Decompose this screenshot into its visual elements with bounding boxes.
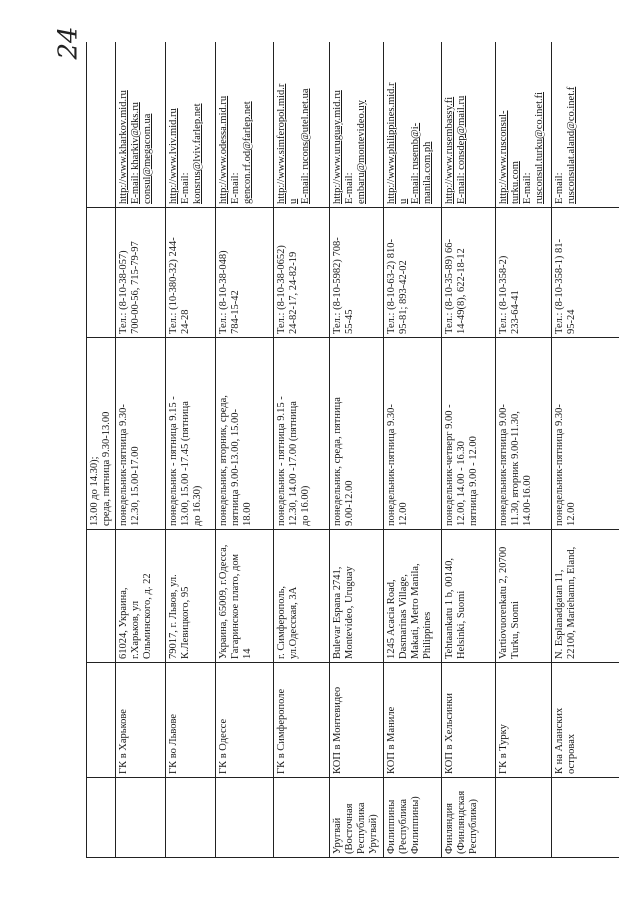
cell-web-contacts bbox=[216, 42, 274, 208]
cell-phone bbox=[330, 208, 384, 338]
country-line: Филиппины bbox=[386, 799, 397, 854]
cell-office bbox=[384, 663, 442, 778]
page-number: 24 bbox=[53, 26, 84, 60]
hours-line: понедельник-четверг 9.00 - bbox=[444, 404, 455, 526]
address-line: 61024, Украина, bbox=[118, 587, 129, 659]
cell-office bbox=[496, 663, 552, 778]
address-line: Tehtaankatu 1 b, 00140, bbox=[444, 557, 455, 659]
phone-line: 24-28 bbox=[180, 309, 191, 334]
contact-link[interactable]: u bbox=[288, 198, 299, 204]
hours-line: пятница 9.00-13.00, 15.00- bbox=[230, 408, 241, 526]
hours-line: до 16.30) bbox=[192, 485, 203, 526]
cell-country bbox=[116, 778, 166, 858]
consulates-table bbox=[86, 42, 619, 858]
cell-web-contacts bbox=[87, 42, 116, 208]
contact-link[interactable]: http://www.rusconsul- bbox=[498, 110, 509, 204]
contact-link[interactable]: konsrus@lviv.farlep.net bbox=[192, 103, 203, 204]
cell-phone bbox=[384, 208, 442, 338]
cell-web-contacts bbox=[166, 42, 216, 208]
cell-hours bbox=[330, 338, 384, 530]
cell-phone bbox=[552, 208, 620, 338]
phone-line: 95-24 bbox=[566, 309, 577, 334]
table-row bbox=[384, 42, 442, 858]
contact-label: E-mail: bbox=[554, 172, 565, 204]
hours-line: 11.30, вторник 9.00-11.30, bbox=[510, 411, 521, 526]
phone-line: Тел.: (8-10-63-2) 810- bbox=[386, 239, 397, 334]
cell-hours bbox=[552, 338, 620, 530]
table-row bbox=[87, 42, 116, 858]
cell-web-contacts bbox=[384, 42, 442, 208]
hours-line: среда, пятница 9.30-13.00 bbox=[101, 411, 112, 526]
cell-web-contacts bbox=[442, 42, 496, 208]
address-line: 79017, г. Львов, ул. bbox=[168, 574, 179, 659]
office-line: ГК в Симферополе bbox=[276, 688, 287, 774]
cell-office bbox=[552, 663, 620, 778]
cell-phone bbox=[166, 208, 216, 338]
office-line: КОП в Хельсинки bbox=[444, 692, 455, 774]
contact-link[interactable]: http://www.kharkov.mid.ru bbox=[118, 90, 129, 204]
contact-link[interactable]: consul@megacom.ua bbox=[142, 113, 153, 204]
cell-hours bbox=[166, 338, 216, 530]
hours-line: до 16.00) bbox=[300, 485, 311, 526]
phone-line: Тел.: (8-10-38-0652) bbox=[276, 245, 287, 334]
cell-hours bbox=[496, 338, 552, 530]
cell-country bbox=[552, 778, 620, 858]
contact-link[interactable]: u bbox=[398, 198, 409, 204]
office-line: КОП в Маниле bbox=[386, 706, 397, 774]
cell-web-contacts bbox=[274, 42, 330, 208]
cell-hours bbox=[384, 338, 442, 530]
cell-address bbox=[496, 530, 552, 663]
address-line: Украина, 65009, г.Одесса, bbox=[218, 544, 229, 659]
cell-office bbox=[442, 663, 496, 778]
contact-link[interactable]: E-mail: kharkiv@dks.ru bbox=[130, 102, 141, 204]
address-line: Philippines bbox=[422, 611, 433, 659]
cell-phone bbox=[116, 208, 166, 338]
cell-address bbox=[274, 530, 330, 663]
address-line: Bulevar Espana 2741, bbox=[332, 566, 343, 659]
country-line: Филиппины) bbox=[410, 796, 421, 854]
table-body bbox=[87, 42, 620, 858]
cell-phone bbox=[274, 208, 330, 338]
cell-phone bbox=[442, 208, 496, 338]
phone-line: 95-81; 893-42-02 bbox=[398, 260, 409, 334]
address-line: ул.Одесская, 3А bbox=[288, 586, 299, 659]
phone-line: Тел.: (8-10-38-057) bbox=[118, 250, 129, 334]
country-line: Уругвай bbox=[332, 817, 343, 854]
cell-country bbox=[330, 778, 384, 858]
contact-link[interactable]: http://www.uruguay.mid.ru bbox=[332, 90, 343, 204]
cell-country bbox=[442, 778, 496, 858]
cell-address bbox=[552, 530, 620, 663]
cell-office bbox=[216, 663, 274, 778]
cell-web-contacts bbox=[116, 42, 166, 208]
cell-country bbox=[216, 778, 274, 858]
cell-office bbox=[274, 663, 330, 778]
office-line: КОП в Монтевидео bbox=[332, 686, 343, 774]
hours-line: понедельник-пятница 9.00- bbox=[498, 404, 509, 526]
contact-link[interactable]: http://www.philippines.mid.r bbox=[386, 82, 397, 204]
office-line: ГК во Львове bbox=[168, 713, 179, 774]
cell-hours bbox=[116, 338, 166, 530]
cell-address bbox=[216, 530, 274, 663]
contact-link[interactable]: manila.com.ph bbox=[422, 141, 433, 204]
address-line: 1245 Acacia Road, bbox=[386, 579, 397, 659]
hours-line: 12.00 bbox=[398, 502, 409, 526]
hours-line: понедельник, среда, пятница bbox=[332, 397, 343, 526]
phone-line: 55-45 bbox=[344, 309, 355, 334]
phone-line: Тел.: (8-10-38-048) bbox=[218, 250, 229, 334]
phone-line: 784-15-42 bbox=[230, 290, 241, 334]
country-line: Республика) bbox=[468, 798, 479, 854]
contact-link[interactable]: http://www.rusembassy.fi bbox=[444, 96, 455, 204]
cell-country bbox=[87, 778, 116, 858]
address-line: Dasmarinas Village, bbox=[398, 574, 409, 659]
contact-link[interactable]: E-mail: rusemb@i- bbox=[410, 122, 421, 204]
hours-line: 13.00 до 14.30); bbox=[89, 456, 100, 526]
hours-line: понедельник - пятница 9.15 - bbox=[276, 396, 287, 526]
table-row bbox=[496, 42, 552, 858]
cell-country bbox=[496, 778, 552, 858]
contact-link[interactable]: http://www.simferopol.mid.r bbox=[276, 83, 287, 204]
hours-line: 12.30, 15.00-17.00 bbox=[130, 446, 141, 526]
cell-address bbox=[442, 530, 496, 663]
cell-hours bbox=[87, 338, 116, 530]
address-line: 22100, Mariehamn, Eland, bbox=[566, 546, 577, 659]
contact-link[interactable]: E-mail: consdep@mail.ru bbox=[456, 95, 467, 204]
office-line: ГК в Одессе bbox=[218, 718, 229, 774]
address-line: 14 bbox=[242, 648, 253, 659]
office-line: островах bbox=[566, 733, 577, 774]
table-row bbox=[116, 42, 166, 858]
rotated-table-frame bbox=[86, 42, 619, 858]
hours-line: понедельник, вторник, среда, bbox=[218, 395, 229, 526]
hours-line: понедельник-пятница 9.30- bbox=[118, 404, 129, 526]
hours-line: понедельник-пятница 9.30- bbox=[386, 404, 397, 526]
office-line: К на Аланских bbox=[554, 707, 565, 774]
cell-web-contacts bbox=[330, 42, 384, 208]
phone-line: 24-82-17, 24-82-19 bbox=[288, 251, 299, 334]
hours-line: 13.00, 15.00 -17.45 (пятница bbox=[180, 401, 191, 526]
hours-line: понедельник-пятница 9.30- bbox=[554, 404, 565, 526]
contact-link[interactable]: http://www.lviv.mid.ru bbox=[168, 108, 179, 204]
contact-link[interactable]: E-mail: rucons@utel.net.ua bbox=[300, 88, 311, 204]
country-line: (Финляндская bbox=[456, 790, 467, 854]
contact-link[interactable]: rusconsulat.aland@co.inet.f bbox=[566, 86, 577, 204]
phone-line: Тел.: (10-380-32) 244- bbox=[168, 237, 179, 334]
phone-line: 700-00-56, 715-79-97 bbox=[130, 241, 141, 334]
cell-phone bbox=[216, 208, 274, 338]
contact-label: E-mail: bbox=[344, 172, 355, 204]
cell-address bbox=[330, 530, 384, 663]
hours-line: пятница 9.00 - 12.00 bbox=[468, 436, 479, 526]
table-row bbox=[274, 42, 330, 858]
cell-office bbox=[330, 663, 384, 778]
hours-line: 18.00 bbox=[242, 502, 253, 526]
cell-country bbox=[384, 778, 442, 858]
cell-phone bbox=[87, 208, 116, 338]
hours-line: понедельник - пятница 9.15 - bbox=[168, 396, 179, 526]
cell-hours bbox=[442, 338, 496, 530]
contact-link[interactable]: turku.com bbox=[510, 161, 521, 204]
country-line: (Республика bbox=[398, 798, 409, 854]
cell-office bbox=[116, 663, 166, 778]
country-line: Финляндия bbox=[444, 802, 455, 854]
office-line: ГК в Турку bbox=[498, 724, 509, 774]
cell-web-contacts bbox=[496, 42, 552, 208]
phone-line: 14-49(8), 622-18-12 bbox=[456, 248, 467, 334]
office-line: ГК в Харькове bbox=[118, 709, 129, 774]
address-line: Ольминского, д. 22 bbox=[142, 573, 153, 659]
hours-line: 12.30, 14.00 -17.00 (пятница bbox=[288, 401, 299, 526]
address-line: N. Esplanadgatan 11, bbox=[554, 569, 565, 659]
cell-address bbox=[166, 530, 216, 663]
phone-line: Тел.: (8-10-358-2) bbox=[498, 255, 509, 334]
rotated-table-viewport bbox=[86, 42, 619, 858]
cell-address bbox=[87, 530, 116, 663]
cell-hours bbox=[274, 338, 330, 530]
contact-label: E-mail: bbox=[522, 172, 533, 204]
address-line: К.Левицкого, 95 bbox=[180, 586, 191, 659]
hours-line: 14.00-16.00 bbox=[522, 475, 533, 526]
address-line: Makati, Metro Manila, bbox=[410, 563, 421, 659]
cell-phone bbox=[496, 208, 552, 338]
contact-link[interactable]: rusconsul.turku@co.inet.fi bbox=[534, 91, 545, 204]
address-line: г.Харьков, ул bbox=[130, 600, 141, 659]
contact-link[interactable]: http://www.odessa.mid.ru bbox=[218, 95, 229, 204]
cell-address bbox=[384, 530, 442, 663]
contact-link[interactable]: gencon.rf.od@farlep.net bbox=[242, 101, 253, 204]
table-row bbox=[330, 42, 384, 858]
contact-label: E-mail: bbox=[180, 172, 191, 204]
phone-line: Тел.: (8-10-5982) 708- bbox=[332, 237, 343, 334]
table-row bbox=[216, 42, 274, 858]
address-line: Гагаринское плато, дом bbox=[230, 553, 241, 659]
contact-label: E-mail: bbox=[230, 172, 241, 204]
address-line: Montevideo, Uruguay bbox=[344, 566, 355, 659]
cell-country bbox=[166, 778, 216, 858]
hours-line: 9.00-12.00 bbox=[344, 480, 355, 526]
address-line: Turku, Suomi bbox=[510, 601, 521, 659]
phone-line: Тел.: (8-10-358-1) 81- bbox=[554, 239, 565, 334]
country-line: Республика bbox=[356, 802, 367, 854]
cell-office bbox=[166, 663, 216, 778]
address-line: г. Симферополь, bbox=[276, 586, 287, 659]
address-line: Vartiovuorenkatu 2, 20700 bbox=[498, 546, 509, 659]
cell-address bbox=[116, 530, 166, 663]
cell-web-contacts bbox=[552, 42, 620, 208]
phone-line: 233-64-41 bbox=[510, 290, 521, 334]
address-line: Helsinki, Suomi bbox=[456, 590, 467, 659]
phone-line: Тел.: (8-10-35-89) 66- bbox=[444, 239, 455, 334]
table-row bbox=[166, 42, 216, 858]
cell-office bbox=[87, 663, 116, 778]
country-line: (Восточная bbox=[344, 803, 355, 854]
cell-country bbox=[274, 778, 330, 858]
hours-line: 12.00, 14.00 - 16.30 bbox=[456, 441, 467, 526]
table-row bbox=[442, 42, 496, 858]
contact-link[interactable]: embaru@montevideo.uy bbox=[356, 100, 367, 204]
table-row bbox=[552, 42, 620, 858]
country-line: Уругвай) bbox=[368, 814, 379, 854]
hours-line: 12.00 bbox=[566, 502, 577, 526]
cell-hours bbox=[216, 338, 274, 530]
